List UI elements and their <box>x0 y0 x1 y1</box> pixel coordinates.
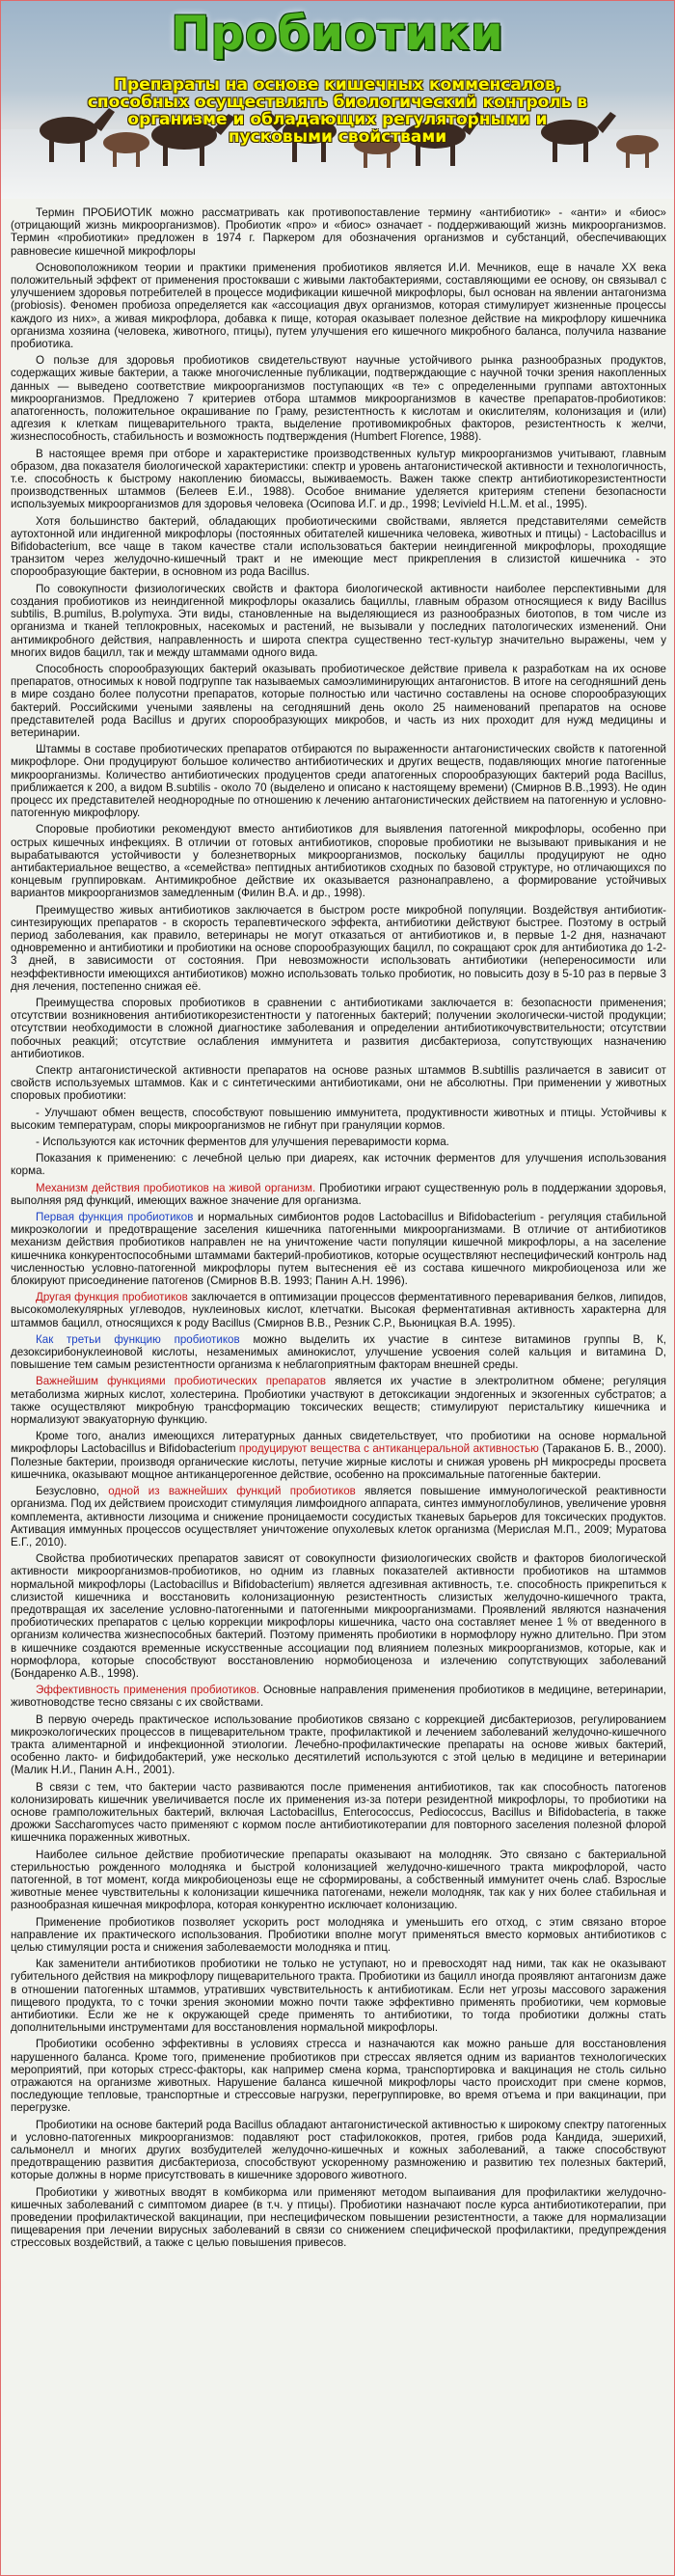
paragraph: Основоположником теории и практики применения пробиотиков является И.И. Мечников, еще в начале ХХ века положительный эффект от применения простокваши с живыми лактобактериями, составляющими ее основу, он связывал с улучшением здоровья потребителей в процессе модификации кишечной микрофлоры, был основан на явлении антагонизма (probiosis). Феномен пробиоза определяется как «ассоциация двух организмов, которая стимулирует жизненные процессы каждого из них», а живая микрофлора, добавка к пище, которая оказывает полезное действие на микрофлору кишечника организма хозяина (человека, животного, птицы), путем улучшения его кишечного микробного баланса, получила название пробиотика. <box>11 260 666 351</box>
function-lead: Другая функция пробиотиков <box>36 1291 188 1304</box>
paragraph-text: Основные направления применения пробиотиков в медицине, ветеринарии, животноводстве тесно связаны с их свойствами. <box>11 1684 667 1710</box>
function-lead: Как третьи функцию пробиотиков <box>36 1332 240 1346</box>
paragraph-text: является их участие в электролитном обмене; регуляция метаболизма жирных кислот, холестерина. Пробиотики участвуют в детоксикации эндогенных и экзогенных субстратов; а также осуществляют микробную трансформацию токсических веществ; стимулируют перистальтику кишечника и нормализуют эвакуаторную функцию. <box>11 1375 666 1427</box>
paragraph: Преимущество живых антибиотиков заключается в быстром росте микробной популяции. Воздействуя антибиотик-синтезирующих препаратов - в скорость терапевтического эффекта, антибиотики действуют быстрее. Поэтому в острый период заболевания, как правило, ветеринары не могут отказаться от антибиотиков и, в первые 1-2 дня, назначают одновременно и антибиотики и пробиотики на основе спорообразующих бацилл, по сокращают срок для антибиотика до 1-2-3 дней, в зависимости от состояния. При невозможности использовать антибиотики (непереносимости или неэффективности имеющихся антибиотиков) можно использовать только пробиотик, но повысить дозу в 5-10 раз в первые 3 дня лечения, постепенно снижая её. <box>11 903 666 993</box>
section-heading-mechanism: Механизм действия пробиотиков на живой организм. <box>36 1181 316 1194</box>
paragraph: Пробиотики особенно эффективны в условиях стресса и назначаются как можно раньше для восстановления нарушенного баланса. Кроме того, применение пробиотиков при стрессах является одним из вариантов технологических мероприятий, при которых стресс-факторы, как например смена корма, транспортировка и вакцинация не столь сильно отражаются на организме животных. Нарушение баланса кишечной микрофлоры часто происходит при смене кормов, последующие тепловые, транспортные и стрессовые нагрузки, перегруппировке, во время отъема и при вакцинации, при перегрузке. <box>11 2038 666 2115</box>
page-subtitle: Препараты на основе кишечных комменсалов, способных осуществлять биологический контроль в организме и обладающих регуляторными и пусковыми свойствами <box>87 75 588 147</box>
paragraph <box>11 1485 666 1548</box>
paragraph <box>11 1211 666 1287</box>
paragraph-text: Безусловно, <box>36 1485 100 1498</box>
paragraph: О пользе для здоровья пробиотиков свидетельствуют научные устойчивого рынка разнообразных продуктов, содержащих живые бактерии, а также многочисленные публикации, подтверждающие с научной точки зрения накопленных данных — выведено соответствие микроорганизмов поступающих «в те» с определенными группами автохтонных микроорганизмов. Предложено 7 критериев отбора штаммов микроорганизмов в качестве препаратов-пробиотиков: апатогенность, положительное окрашивание по Граму, резистентность к кислотам и окислителям, колонизация и (или) адгезия к клеткам пищеварительного тракта, выделение противомикробных факторов, резистентность к желчи, жизнеспособность, стабильность и возможность подтверждения (Humbert Florence, 1988). <box>11 354 666 444</box>
paragraph: Применение пробиотиков позволяет ускорить рост молодняка и уменьшить его отход, с этим связано второе направление их практического использования. Пробиотики вполне могут применяться вместо кормовых антибиотиков с целью стимуляции роста и снижения заболеваемости молодняка и птиц. <box>11 1915 666 1954</box>
paragraph: В связи с тем, что бактерии часто развиваются после применения антибиотиков, так как способность патогенов колонизировать кишечник увеличивается после их применения из-за потери резидентной микрофлоры, то пробиотики на основе грамположительных бактерий, включая Lactobacillus, Enterococcus, Pediococcus, Bacillus и Bifidobacteria, в также дрожжи Saccharomyces часто применяют с кормом после антибиотикотерапии для повторного заселения полезной флорой кишечника пораженных животных. <box>11 1780 666 1845</box>
paragraph: Пробиотики у животных вводят в комбикорма или применяют методом выпаивания для профилактики желудочно-кишечных заболеваний с симптомом диарее (в т.ч. у птицы). Пробиотики назначают после курса антибиотикотерапии, при проведении профилактической вакцинации, при неспецифическом повышении резистентности, а также для нормализации пищеварения при лечении вирусных заболеваний в связи со снижением специфической профилактики, предупреждения стрессовых воздействий, а также с целью повышения привесов. <box>11 2185 666 2250</box>
paragraph: Как заменители антибиотиков пробиотики не только не уступают, но и превосходят над ними, так как не оказывают губительного действия на микрофлору пищеварительного тракта. Пробиотики из бацилл иногда проявляют антагонизм даже в отношении патогенных штаммов, утративших чувствительность к антибиотикам. Если нет угрозы массового заражения пищевого продукта, то с точки зрения экономии можно почти также эффективно применять пробиотики, чем кормовые антибиотики. Если же не к окружающей среде применять то антибиотики, то тогда пробиотики должны стать дополнительными инструментами для восстановления нормальной микрофлоры. <box>11 1958 666 2035</box>
paragraph: Способность спорообразующих бактерий оказывать пробиотическое действие привела к разработкам на их основе препаратов, относимых к новой подгруппе так называемых самоэлиминирующих антагонистов. В итоге на сегодняшний день в мире создано более полусотни препаратов, которые полностью или частично составлены на основе спорообразующих бактерий. Российскими учеными заявлены на сегодняшний день около 25 наименований препаратов на основе представителей рода Bacillus и других спорообразующих микробов, и часть из них проходит для нужд медицины и ветеринарии. <box>11 662 666 739</box>
article-body <box>11 206 666 2254</box>
paragraph-text: и нормальных симбионтов родов Lactobacillus и Bifidobacterium - регуляция стабильной микроэкологии и предотвращение заселения кишечника патогенными микроорганизмами. В отличие от антибиотиков механизм действия пробиотиков направлен не на уничтожение части популяции кишечной микрофлоры, а на заселение кишечника конкурентоспособными штаммами бактерий-пробиотиков, которые осуществляют неспецифический контроль над численностью условно-патогенной микрофлоры путем вытеснения её из состава кишечного микробиоценоза или же блокируют присоединение патогенов (Смирнов В.В. 1993; Панин А.Н. 1996). <box>11 1211 666 1288</box>
paragraph <box>11 1430 666 1481</box>
highlight: продуцируют вещества с антиканцеральной активностью <box>238 1442 539 1456</box>
paragraph: - Улучшают обмен веществ, способствуют повышению иммунитета, продуктивности животных и птицы. Устойчивы к высоким температурам, споры микроорганизмов не гибнут при грануляции кормов. <box>11 1106 666 1132</box>
paragraph: Штаммы в составе пробиотических препаратов отбираются по выраженности антагонистических свойств к патогенной микрофлоре. Они продуцируют большое количество антибиотических и других веществ, подавляющих многие патогенные микроорганизмы. Количество антибиотических продуцентов среди апатогенных спорообразующих бактерий рода Bacillus, приближается к 200, а видом B.subtilis - около 70 (выделено и описано к настоящему времени) (Смирнов В.В.,1993). Не один процесс их представителей неоднородные по отношению к лечению антагонистических действием на патогенную и условно-патогенную микрофлору. <box>11 743 666 820</box>
function-lead: Важнейшим функциями пробиотических препаратов <box>36 1375 327 1388</box>
paragraph <box>11 1291 666 1329</box>
paragraph-text: Пробиотики играют существенную роль в поддержании здоровья, выполняя ряд функций, имеющих важное значение для организма. <box>11 1181 666 1207</box>
paragraph: Споровые пробиотики рекомендуют вместо антибиотиков для выявления патогенной микрофлоры, особенно при острых кишечных инфекциях. В отличии от готовых антибиотиков, споровые пробиотики не вызывают привыкания и не вырабатываются устойчивости у болезнетворных микроорганизмов, поскольку бациллы продуцируют не одно антибактериальное вещество, а «семейства» пептидных антибиотиков сходных по базовой структуре, но отличающихся по концевым группировкам. Антимикробное действие их оказывается разнонаправлено, а формирование устойчивых вариантов микроорганизмов замедленным (Филин В.А. и др., 1998). <box>11 823 666 900</box>
paragraph-text: заключается в оптимизации процессов ферментативного переваривания белков, липидов, высокомолекулярных углеводов, нуклеиновых кислот, клетчатки. Высокая ферментативная активность характерна для штаммов бацилл, относящихся к роду Bacillus (Смирнов В.В., Резник С.Р., Вьюницкая В.А. 1995). <box>11 1291 666 1329</box>
paragraph-text: можно выделить их участие в синтезе витаминов группы В, К, дезоксирибонуклеиновой кислоты, незаменимых аминокислот, улучшение усвоения солей кальция и витамина D, повышение тем самым резистентности организма к неблагоприятным факторам внешней среды. <box>11 1332 666 1372</box>
paragraph: Наиболее сильное действие пробиотические препараты оказывают на молодняк. Это связано с бактериальной стерильностью рожденного молодняка и быстрой колонизацией желудочно-кишечного тракта микрофлорой, часто патогенной, в тот момент, когда микробиоценозы еще не сформированы, а собственный иммунитет очень слаб. Взрослые животные менее чувствительны к колонизации кишечника патогенами, нежели молодняк, так как у них более стабильная и разнообразная кишечная микрофлора, которая конкурентно исключает колонизацию. <box>11 1848 666 1912</box>
paragraph <box>11 1375 666 1426</box>
paragraph: В настоящее время при отборе и характеристике производственных культур микроорганизмов учитывают, главным образом, два показателя биологической характеристики: спектр и уровень антагонистической активности и технологичность, т.е. способность к быстрому накоплению биомассы, выживаемость. Важен также спектр антибиотикорезистентности производственных штаммов (Белеев Е.И., 1988). Особое внимание уделяется критериям степени безопасности используемых микроорганизмов для здоровья человека (Осипова И.Г. и др., 1998; Levivield H.L.M. et al., 1995). <box>11 447 666 511</box>
page-title: Пробиотики <box>171 7 504 61</box>
definition-paragraph: Термин ПРОБИОТИК можно рассматривать как противопоставление термину «антибиотик» - «анти» и «биос» (отрицающий жизнь микроорганизмов). Пробиотик «про» и «биос» означает - поддерживающий жизнь микроорганизмов. Термин «пробиотики» предложен в 1974 г. Паркером для обозначения организмов и субстанций, обеспечивающих равновесие кишечной микрофлоры <box>11 206 666 258</box>
paragraph: Хотя большинство бактерий, обладающих пробиотическими свойствами, является представителями семейств аутохтонной или индигенной микрофлоры (постоянных обитателей кишечника человека, животных и птицы) - Lactobacillus и Bifidobacterium, все чаще в таком качестве стали использоваться бактерии неиндигенной микрофлоры, проходящие транзитом через желудочно-кишечный тракт и не имеющие мест прикрепления в слизистой кишечника - это спорообразующие бактерии, в основном из рода Bacillus. <box>11 514 666 579</box>
paragraph-text: является повышение иммунологической реактивности организма. Под их действием происходит стимуляция лимфоидного аппарата, синтез иммуноглобулинов, увеличение уровня комплемента, активности лизоцима и снижение проницаемости сосудистых тканевых барьеров для токсических продуктов. Активация иммунных процессов осуществляет уничтожение опухолевых клеток организма (Мерислая М.П., 2009; Муратова Е.Г., 2010). <box>11 1485 666 1548</box>
paragraph: Пробиотики на основе бактерий рода Bacillus обладают антагонистической активностью к широкому спектру патогенных и условно-патогенных микроорганизмов: подавляют рост стафилококков, протея, грибов рода Кандида, эшерихий, сальмонелл и многих других возбудителей желудочно-кишечных и кожных заболеваний, а также способствуют предотвращению развития дисбактериоза, способствуют ускоренному размножению и развитию тех полезных бактерий, которые должны в норме присутствовать в кишечнике здорового животного. <box>11 2118 666 2182</box>
paragraph-text: Кроме того, анализ имеющихся литературных данных свидетельствует, что пробиотики на основе нормальной микрофлоры Lactobacillus и Bifidobacterium <box>11 1430 666 1456</box>
paragraph: Спектр антагонистической активности препаратов на основе разных штаммов B.subtillis различается в зависит от свойств используемых штаммов. Как и с синтетическими антибиотиками, они не абсолютны. При применении у животных споровых пробиотики: <box>11 1064 666 1103</box>
paragraph: По совокупности физиологических свойств и фактора биологической активности наиболее перспективными для создания пробиотиков из неиндигенной микрофлоры оказались бациллы, главным образом относящиеся к виду Bacillus subtilis, B.pumilus, B.polymyxa. Эти виды, становленные на выделяющиеся из разнообразных биотопов, в том числе из организма и тканей теплокровных, насекомых и растений, не вызывали у последних патологических изменений. Они антимикробного действия, направленность и широта спектра существенно тест-культур значительно выражены, чем у многих видов бацилл, так и между штаммами одного вида. <box>11 582 666 659</box>
paragraph <box>11 1182 666 1207</box>
section-heading-efficiency: Эффективность применения пробиотиков. <box>36 1684 259 1697</box>
header-banner <box>1 1 674 199</box>
paragraph: Показания к применению: с лечебной целью при диареях, как источник ферментов для улучшения использования корма. <box>11 1152 666 1178</box>
paragraph: Свойства пробиотических препаратов зависят от совокупности физиологических свойств и факторов биологической активности микроорганизмов-пробиотиков, но одним из главных показателей активности пробиотиков на штаммов нормальной микрофлоры (Lactobacillus и Bifidobacterium) является адгезивная активность, т.е. способность прикрепиться к слизистой кишечника и восстановить колонизационную резистентность слизистых желудочно-кишечного тракта, предотвращая их заселение условно-патогенными и патогенными микроорганизмами. Проявлений являются назначения пробиотических препаратов с целью коррекции микрофлоры кишечника, часто она составляет менее 1 % от введенного в организм количества жизнеспособных бактерий. Поэтому применять пробиотики в нормофлору нужно длительно. При этом в кишечнике создаются временные искусственные ассоциации под влиянием полезных микроорганизмов, которые, как и нормофлора, которые способствуют восстановлению нормобиоценоза и излечению сопутствующих заболеваний (Бондаренко А.В., 1998). <box>11 1552 666 1680</box>
paragraph: - Используются как источник ферментов для улучшения переваримости корма. <box>36 1136 449 1149</box>
function-lead: Первая функция пробиотиков <box>36 1211 194 1224</box>
paragraph-text: (Тараканов Б. В., 2000). Полезные бактерии, производя органические кислоты, петучие жирные кислоты и снижая уровень рН микросреды просвета кишечника, оказывают мощное антиканцерогенное действие, особенно на проксимальные патогенные бактерии. <box>11 1442 666 1481</box>
paragraph: В первую очередь практическое использование пробиотиков связано с коррекцией дисбактериозов, регулированием микроэкологических процессов в пищеварительном тракте, профилактикой и лечением заболеваний желудочно-кишечного тракта алиментарной и инфекционной этиологии. Лечебно-профилактические препараты на основе живых бактерий, особенно лакто- и бифидобактерий, уже несколько десятилетий используются с этой целью в медицине и ветеринарии (Малик Н.И., Панин А.Н., 2001). <box>11 1713 666 1777</box>
highlight: одной из важнейших функций пробиотиков <box>108 1485 356 1498</box>
paragraph <box>11 1333 666 1372</box>
paragraph <box>11 1684 666 1709</box>
paragraph: Преимущества споровых пробиотиков в сравнении с антибиотиками заключается в: безопасности применения; отсутствии возникновения антибиотикорезистентности у патогенных бактерий; получении экологически-чистой продукции; отсутствии необходимости в сложной диагностике заболевания и определении антибиотикочувствительности; отсутствии побочных реакций; отсутствие ослабления иммунитета и развития дисбактериоза, сопутствующих назначению антибиотиков. <box>11 996 666 1060</box>
